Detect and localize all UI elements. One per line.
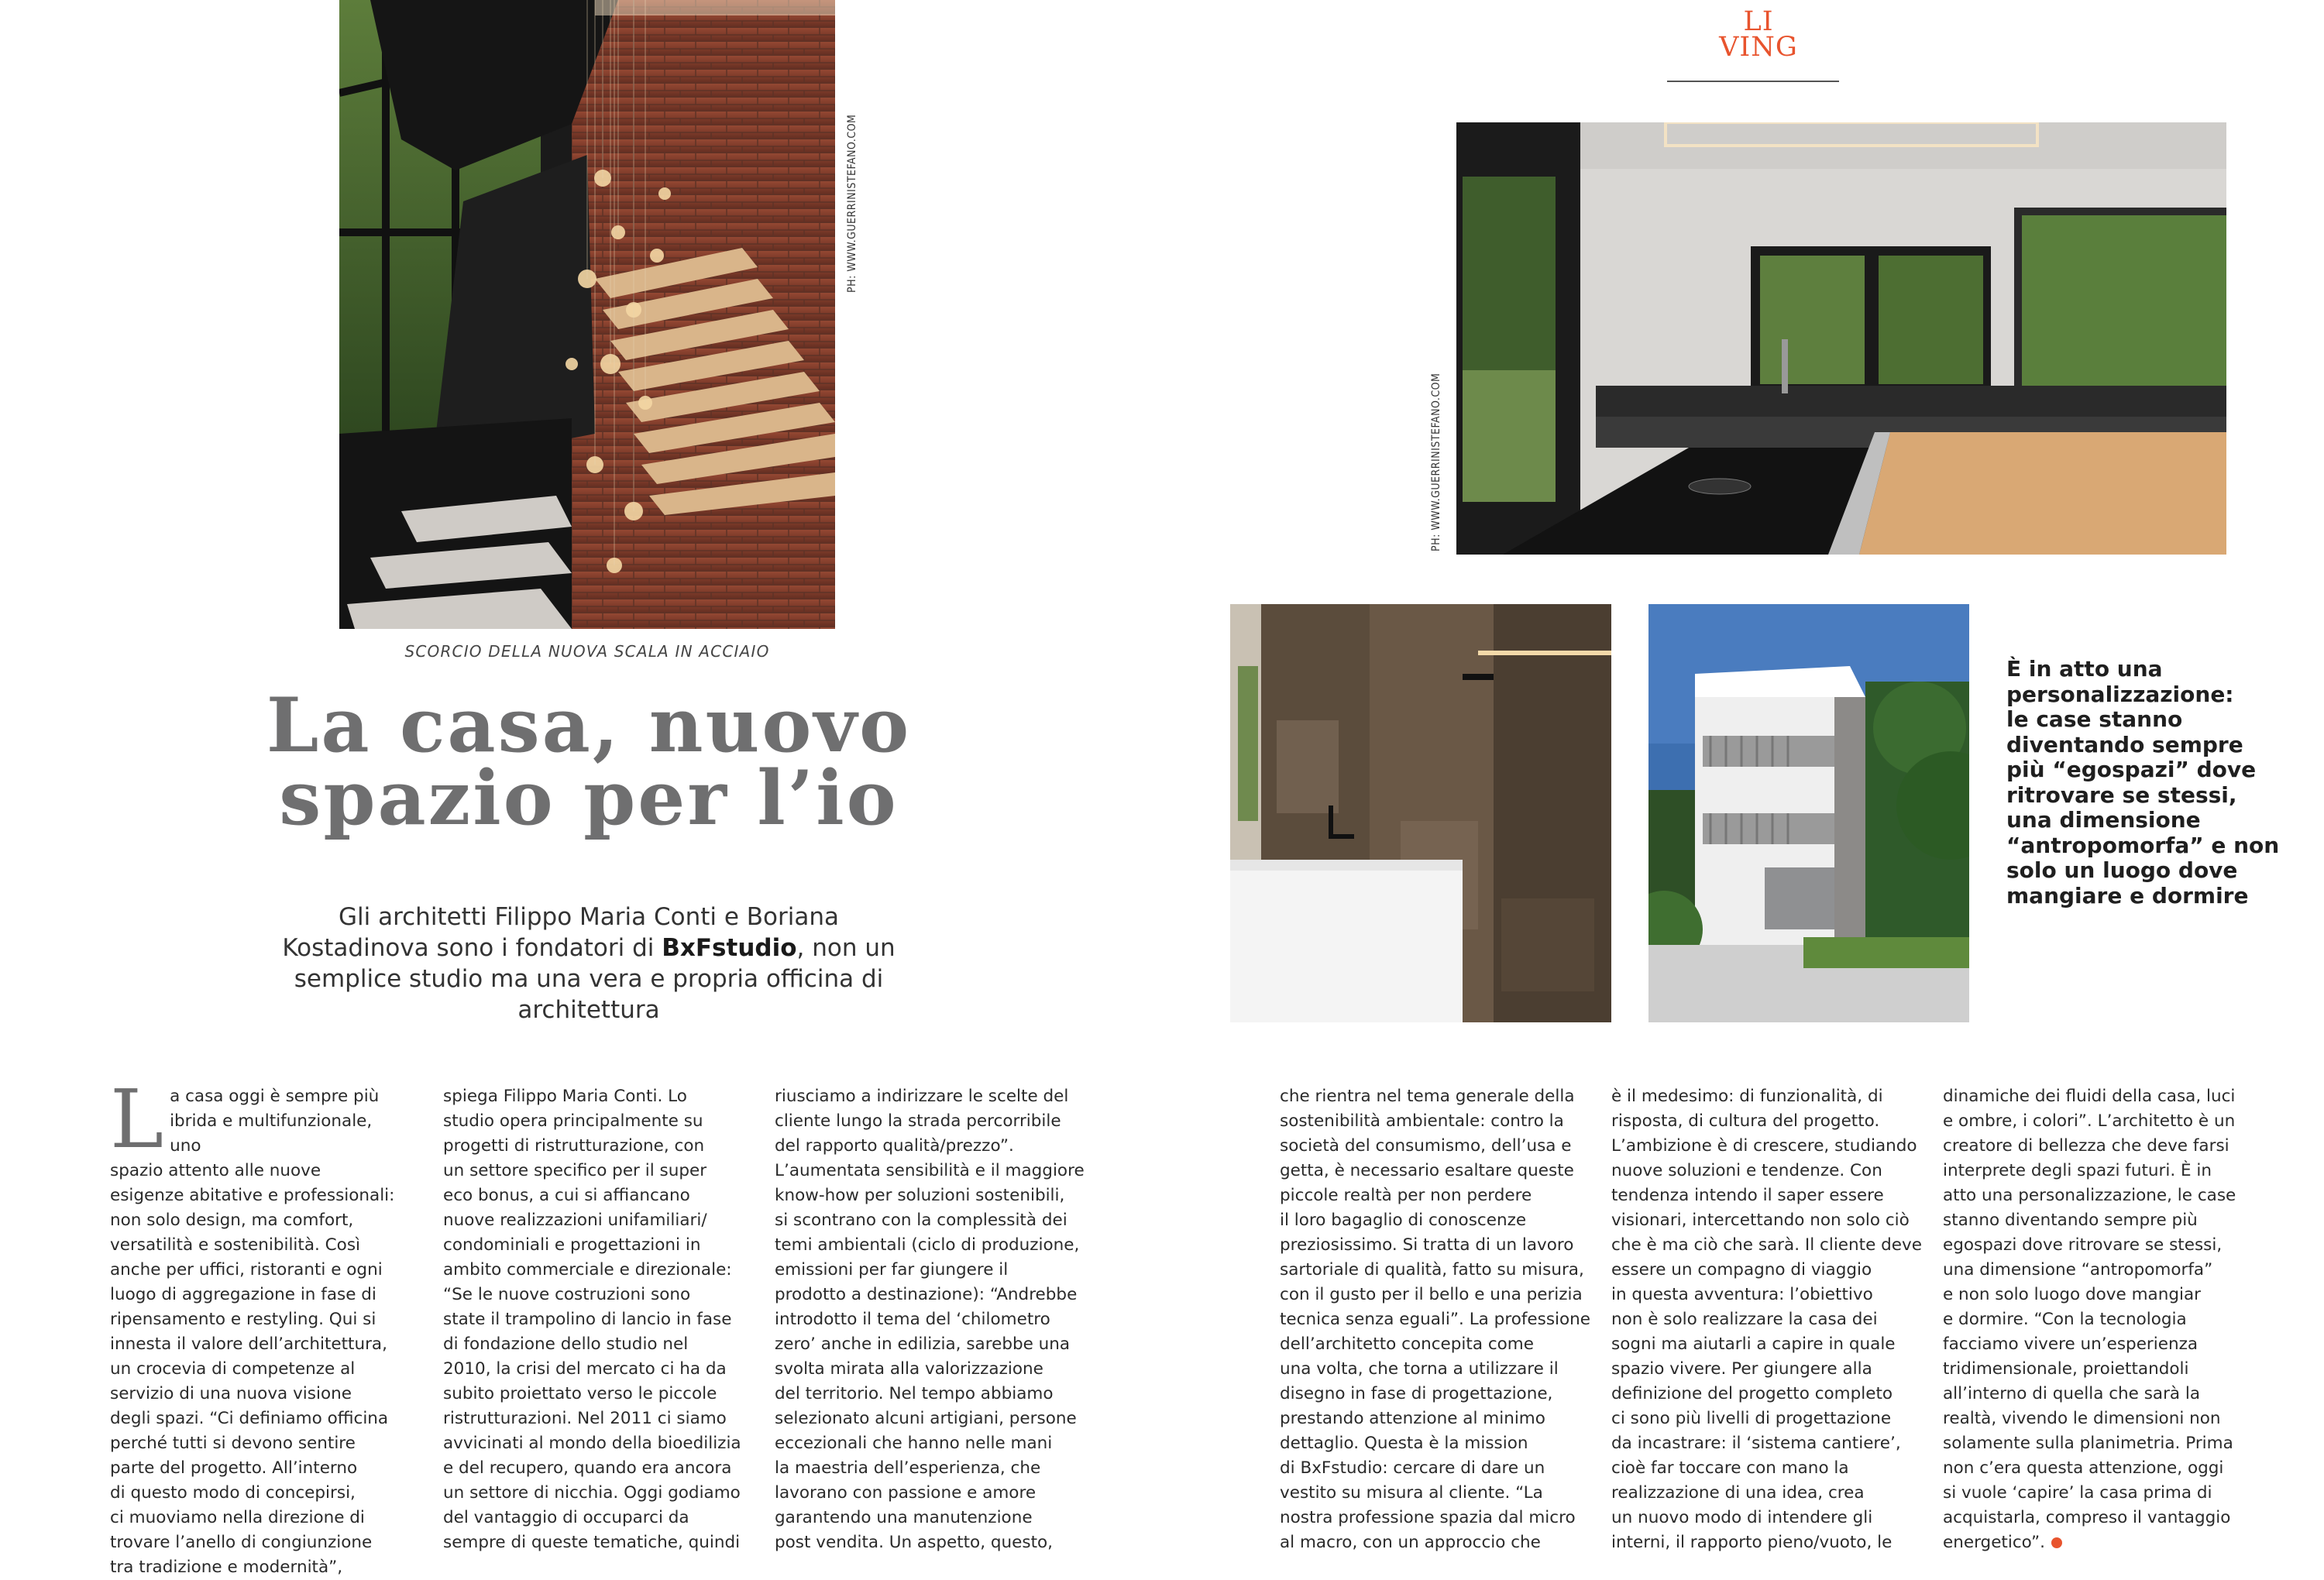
body-column-1 — [110, 1072, 404, 1580]
staircase-photo — [339, 0, 835, 629]
lead-studio-name: BxFstudio — [662, 934, 797, 962]
pull-quote: È in atto una personalizzazione: le case stanno diventando sempre più “egospazi” dove ritrovare se stessi, una dimensione “antropomorfa” e non solo un luogo dove mangiare e dormire — [2006, 656, 2280, 908]
photo-caption: SCORCIO DELLA NUOVA SCALA IN ACCIAIO — [404, 642, 770, 661]
logo-line-2: VING — [1719, 32, 1798, 63]
logo-line-1: LI — [1743, 6, 1774, 37]
title-line-1: La casa, nuovo — [266, 682, 912, 769]
end-mark-icon — [2051, 1537, 2062, 1548]
bathroom-photo — [1230, 604, 1611, 1022]
body-column-3: riusciamo a indirizzare le scelte del cliente lungo la strada percorribile del rapporto qualità/prezzo”. L’aumentata sensibilità e il maggiore know-how per soluzioni sostenibili, si scontrano con la complessità dei temi ambientali (ciclo di produzione, emissioni per far giungere il prodotto a destinazione): “Andrebbe introdotto il tema del ‘chilometro zero’ anche in edilizia, sarebbe una svolta mirata alla valorizzazione del territorio. Nel tempo abbiamo selezionato alcuni artigiani, persone eccezionali che hanno nelle mani la maestria dell’esperienza, che lavorano con passione e amore garantendo una manutenzione post vendita. Un aspetto, questo, — [775, 1087, 1085, 1552]
kitchen-photo — [1456, 122, 2226, 555]
article-title — [232, 682, 945, 842]
house-photo — [1648, 604, 1969, 1022]
column-6-text: dinamiche dei fluidi della casa, luci e ombre, i colori”. L’architetto è un creatore di bellezza che deve farsi interprete degli spazi futuri. È in atto una personalizzazione, le case stanno diventando sempre più egospazi dove ritrovare se stessi, una dimensione “antropomorfa” e non solo luogo dove mangiar e dormire. “Con la tecnologia facciamo vivere un’esperienza tridimensionale, proiettandoli all’interno di quella che sarà la realtà, vivendo le dimensioni non solamente sulla planimetria. Prima non c’era questa attenzione, oggi si vuole ‘capire’ la casa prima di acquistarla, compreso il vantaggio energetico”. — [1943, 1087, 2236, 1552]
article-lead — [271, 902, 906, 1025]
body-column-5: è il medesimo: di funzionalità, di risposta, di cultura del progetto. L’ambizione è di crescere, studiando nuove soluzioni e tendenze. Con tendenza intendo il saper essere visionari, intercettando non solo ciò che è ma ciò che sarà. Il cliente deve essere un compagno di viaggio in questa avventura: l’obiettivo non è solo realizzare la casa dei sogni ma aiutarli a capire in quale spazio vivere. Per giungere alla definizione del progetto completo ci sono più livelli di progettazione da incastrare: il ‘sistema cantiere’, cioè far toccare con mano la realizzazione di una idea, crea un nuovo modo di intendere gli interni, il rapporto pieno/vuoto, le — [1611, 1087, 1922, 1552]
body-column-2: spiega Filippo Maria Conti. Lo studio opera principalmente su progetti di ristrutturazione, con un settore specifico per il super eco bonus, a cui si affiancano nuove realizzazioni unifamiliari/ condominiali e progettazioni in ambito commerciale e direzionale: “Se le nuove costruzioni sono state il trampolino di lancio in fase di fondazione dello studio nel 2010, la crisi del mercato ci ha da subito proiettato verso le piccole ristrutturazioni. Nel 2011 ci siamo avvicinati al mondo della bioedilizia e del recupero, quando era ancora un settore di nicchia. Oggi godiamo del vantaggio di occuparci da sempre di queste tematiche, quindi — [443, 1087, 741, 1552]
section-logo — [1704, 6, 1813, 63]
photo-credit-left: PH: WWW.GUERRINISTEFANO.COM — [846, 114, 858, 293]
column-1-text: a casa oggi è sempre più ibrida e multifunzionale, uno spazio attento alle nuove esigenze abitative e professionali: non solo design, ma comfort, versatilità e sostenibilità. Così anche per uffici, ristoranti e ogni luogo di aggregazione in fase di ripensamento e restyling. Qui si innesta il valore dell’architettura, un crocevia di competenze al servizio di una nuova visione degli spazi. “Ci definiamo officina perché tutti si devono sentire parte del progetto. All’interno di questo modo di concepirsi, ci muoviamo nella direzione di trovare l’anello di congiunzione tra tradizione e modernità”, — [110, 1087, 395, 1577]
body-column-4: che rientra nel tema generale della sostenibilità ambientale: contro la società del consumismo, dell’usa e getta, è necessario esaltare queste piccole realtà per non perdere il loro bagaglio di conoscenze preziosissimo. Si tratta di un lavoro sartoriale di qualità, fatto su misura, con il gusto per il bello e una perizia tecnica senza eguali”. La professione dell’architetto concepita come una volta, che torna a utilizzare il disegno in fase di progettazione, prestando attenzione al minimo dettaglio. Questa è la mission di BxFstudio: cercare di dare un vestito su misura al cliente. “La nostra professione spazia dal micro al macro, con un approccio che — [1280, 1087, 1591, 1552]
body-column-6 — [1943, 1084, 2268, 1555]
lead-text-end: , non un semplice studio ma una vera e propria officina di architettura — [294, 934, 896, 1024]
photo-credit-right: PH: WWW.GUERRINISTEFANO.COM — [1430, 373, 1442, 551]
logo-rule — [1667, 81, 1839, 82]
lead-text: Gli architetti Filippo Maria Conti e Boriana Kostadinova sono i fondatori di — [282, 903, 840, 962]
title-line-2: spazio per l’io — [279, 754, 899, 842]
drop-cap: L — [110, 1072, 164, 1166]
